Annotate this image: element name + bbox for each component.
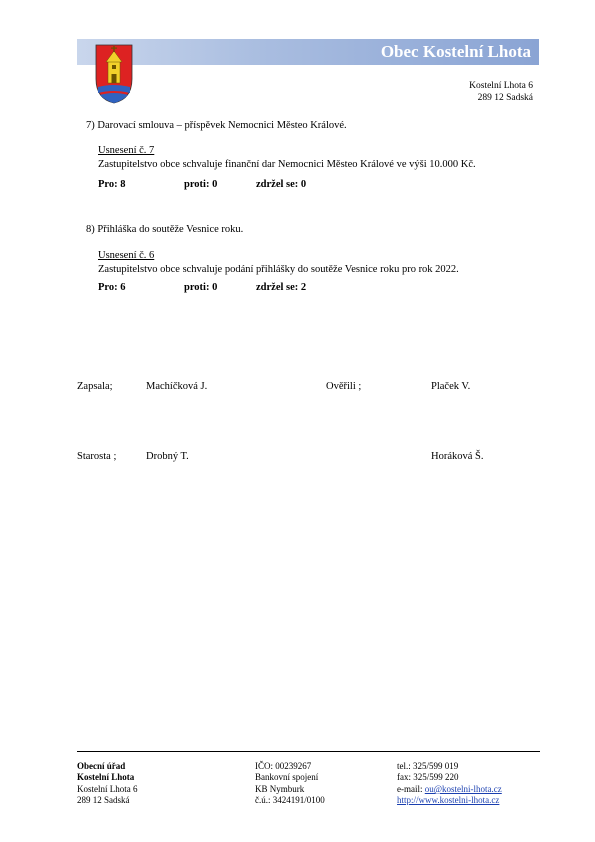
footer-email-link[interactable]: ou@kostelni-lhota.cz — [424, 784, 502, 794]
resolution-7-text: Zastupitelstvo obce schvaluje finanční dar Nemocnici Městeo Králové ve výši 10.000 Kč. — [98, 159, 476, 170]
vote-against-7: proti: 0 — [184, 179, 218, 190]
footer-divider — [77, 751, 540, 752]
agenda-item-8-heading: 8) Přihláška do soutěže Vesnice roku. — [86, 224, 244, 235]
vote-abstain-7: zdržel se: 0 — [256, 179, 307, 190]
footer-office: Obecní úřad — [77, 761, 126, 771]
vote-against-8: proti: 0 — [184, 282, 218, 293]
resolution-7-label: Usnesení č. 7 — [98, 145, 155, 156]
vote-for-8: Pro: 6 — [98, 282, 126, 293]
footer-office-address: Kostelní Lhota 6 — [77, 784, 138, 794]
verifier-2-name: Horáková Š. — [431, 451, 484, 462]
footer-bank-label: Bankovní spojení — [255, 772, 319, 782]
resolution-8-text: Zastupitelstvo obce schvaluje podání přihlášky do soutěže Vesnice roku pro rok 2022. — [98, 264, 459, 275]
verifier-1-name: Plaček V. — [431, 381, 471, 392]
mayor-name: Drobný T. — [146, 451, 189, 462]
recorded-by-name: Machíčková J. — [146, 381, 208, 392]
resolution-8-label: Usnesení č. 6 — [98, 250, 155, 261]
footer-account-number: č.ú.: 3424191/0100 — [255, 795, 325, 805]
vote-for-7: Pro: 8 — [98, 179, 126, 190]
footer-fax: fax: 325/599 220 — [397, 772, 459, 782]
header-bar — [77, 39, 539, 65]
mayor-label: Starosta ; — [77, 451, 117, 462]
footer-email-label: e-mail: — [397, 784, 425, 794]
footer-office-name: Kostelní Lhota — [77, 772, 135, 782]
footer-bank-name: KB Nymburk — [255, 784, 305, 794]
vote-abstain-8: zdržel se: 2 — [256, 282, 307, 293]
coat-of-arms-icon — [94, 43, 134, 105]
footer-ico: IČO: 00239267 — [255, 761, 312, 771]
agenda-item-7-heading: 7) Darovací smlouva – příspěvek Nemocnici Městeo Králové. — [86, 120, 347, 131]
recorded-by-label: Zapsala; — [77, 381, 113, 392]
footer-website-link[interactable]: http://www.kostelni-lhota.cz — [397, 795, 500, 805]
footer-tel: tel.: 325/599 019 — [397, 761, 459, 771]
footer-email-row — [397, 784, 502, 794]
municipality-title: Obec Kostelní Lhota — [380, 42, 531, 61]
address-line-2: 289 12 Sadská — [477, 93, 533, 103]
verified-by-label: Ověřili ; — [326, 381, 362, 392]
address-line-1: Kostelní Lhota 6 — [469, 81, 533, 91]
footer-office-city: 289 12 Sadská — [77, 795, 130, 805]
